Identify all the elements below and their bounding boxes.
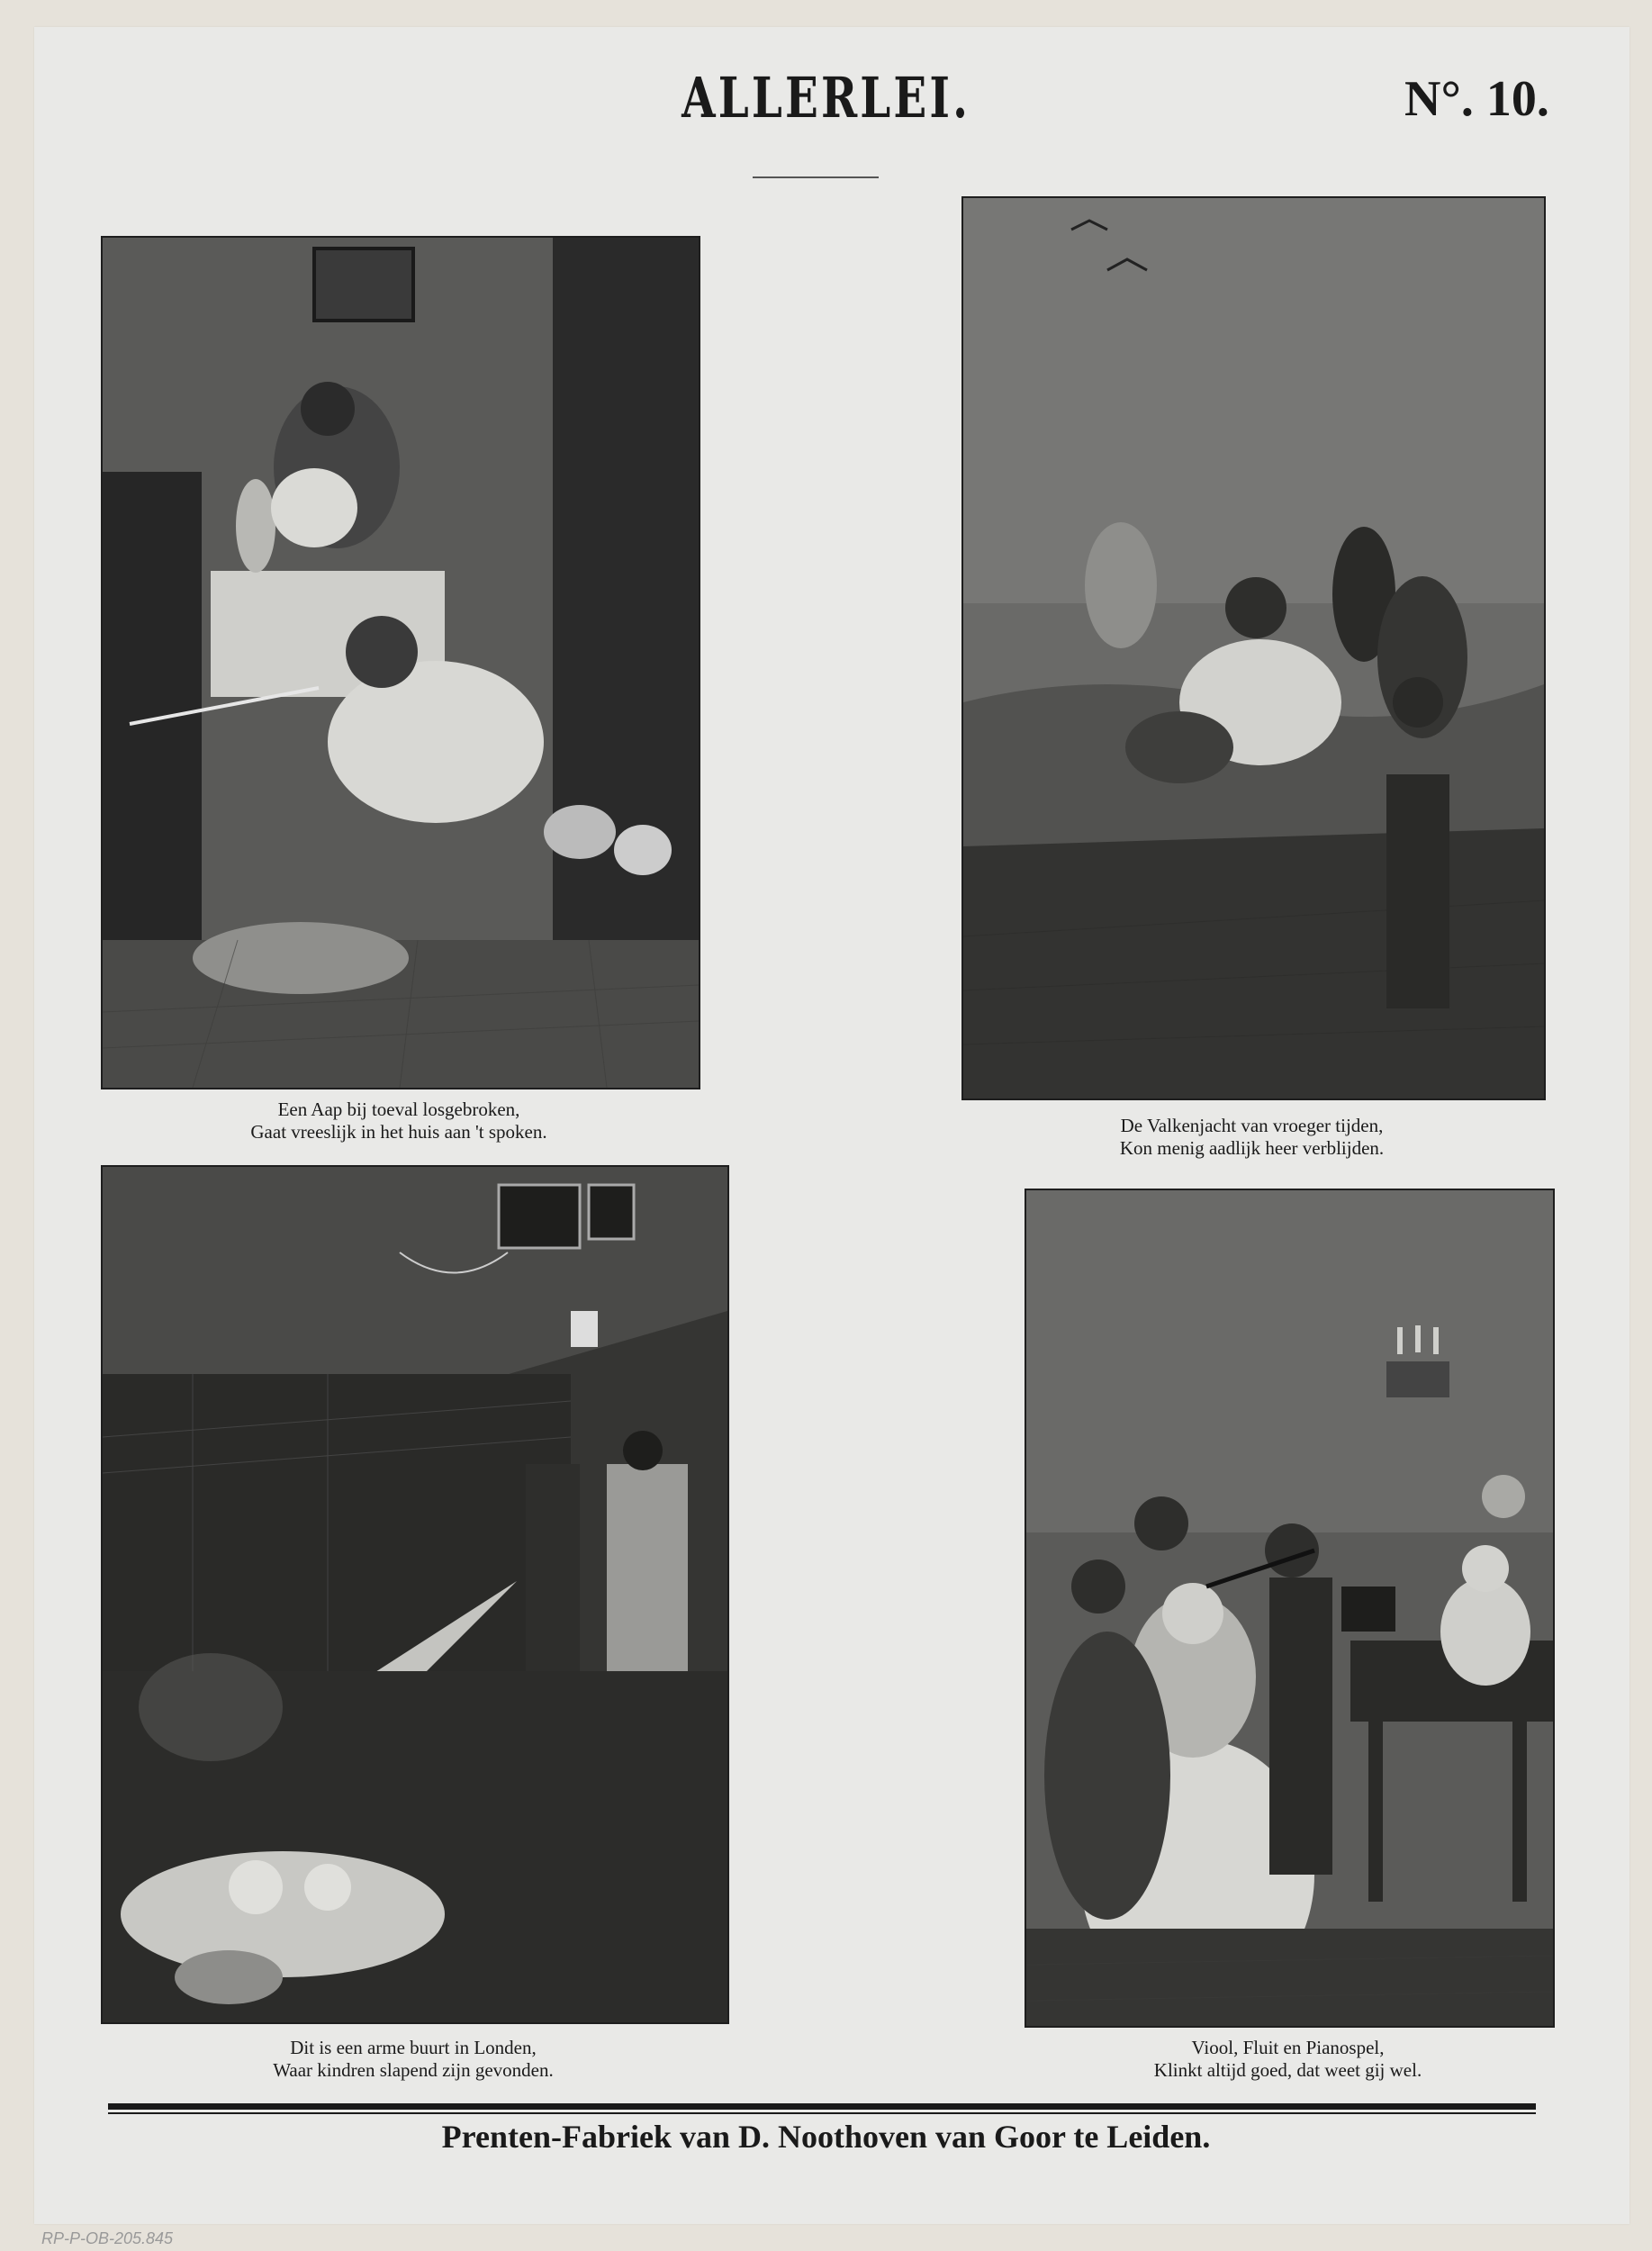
title-divider [753, 176, 879, 178]
caption-london [101, 2037, 726, 2082]
plate-music-engraving [1025, 1189, 1555, 2028]
caption-monkey [101, 1098, 697, 1144]
caption-line: Klinkt altijd goed, dat weet gij wel. [1153, 2059, 1422, 2081]
plate-london-engraving [101, 1165, 729, 2024]
caption-music [1025, 2037, 1551, 2082]
caption-line: Viool, Fluit en Pianospel, [1191, 2037, 1385, 2058]
caption-line: Kon menig aadlijk heer verblijden. [1119, 1137, 1385, 1159]
caption-line: Waar kindren slapend zijn gevonden. [273, 2059, 554, 2081]
sheet-title: ALLERLEI. [682, 65, 971, 131]
issue-number: N°. 10. [1404, 71, 1549, 127]
caption-line: Dit is een arme buurt in Londen, [290, 2037, 537, 2058]
caption-falconry [961, 1115, 1542, 1160]
publisher-imprint: Prenten-Fabriek van D. Noothoven van Goor te Leiden. [441, 2119, 1211, 2155]
plate-monkey-engraving [101, 236, 700, 1089]
plate-falconry-engraving [961, 196, 1546, 1100]
london-slum-illustration [103, 1167, 727, 2022]
caption-line: Een Aap bij toeval losgebroken, [277, 1098, 520, 1120]
monkey-scene-illustration [103, 238, 699, 1088]
archive-number: RP-P-OB-205.845 [41, 2229, 174, 2247]
music-scene-illustration [1026, 1190, 1553, 2026]
caption-line: De Valkenjacht van vroeger tijden, [1120, 1115, 1384, 1136]
falconry-scene-illustration [963, 198, 1544, 1098]
caption-line: Gaat vreeslijk in het huis aan 't spoken. [250, 1121, 547, 1143]
footer-rule-thick [108, 2103, 1536, 2110]
footer-rule-thin [108, 2112, 1536, 2114]
